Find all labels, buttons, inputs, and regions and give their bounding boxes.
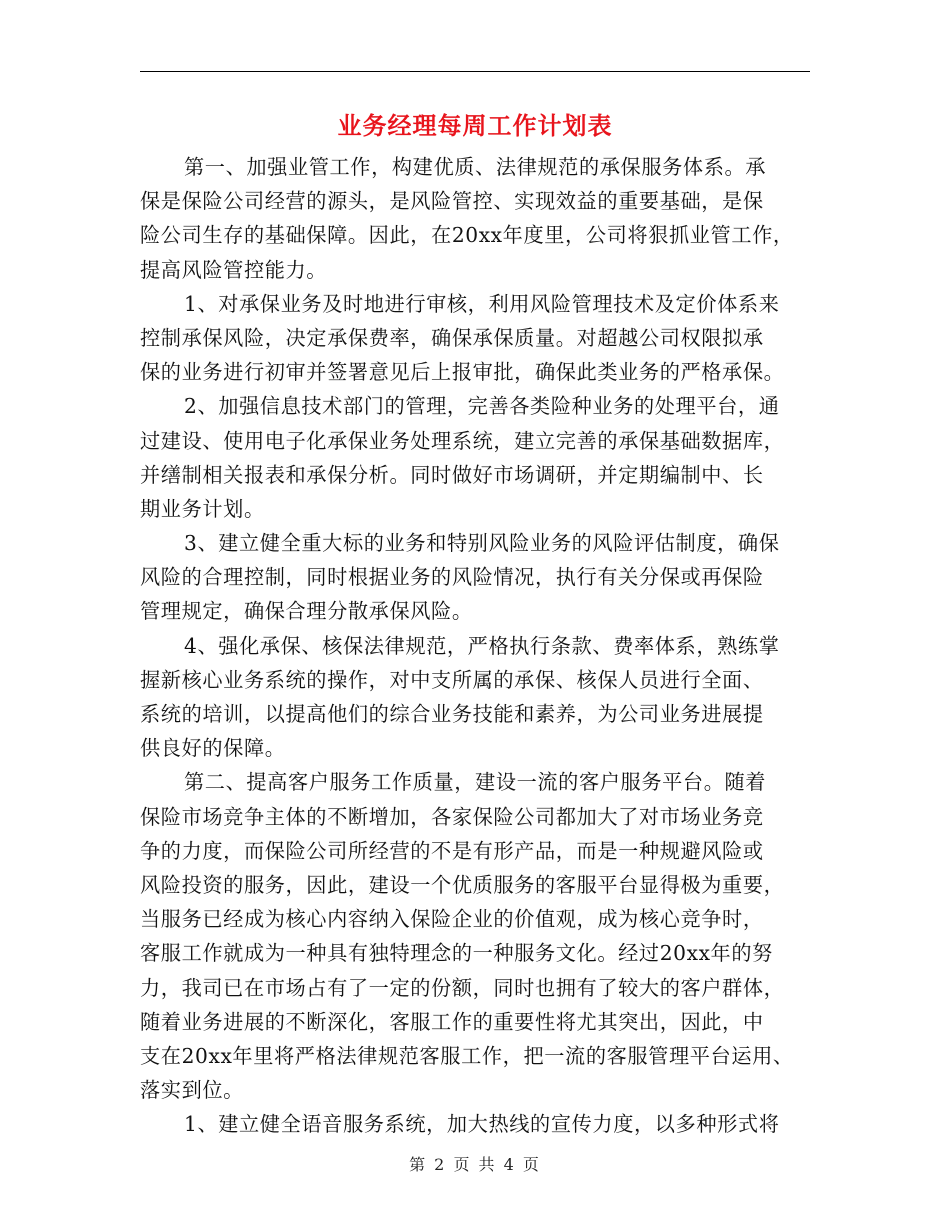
paragraph-line: 保险市场竞争主体的不断增加，各家保险公司都加大了对市场业务竞 <box>140 804 764 829</box>
paragraph-line: 客服工作就成为一种具有独特理念的一种服务文化。经过20xx年的努 <box>140 941 773 966</box>
paragraph-line: 支在20xx年里将严格法律规范客服工作，把一流的客服管理平台运用、 <box>140 1043 794 1068</box>
paragraph-line: 险公司生存的基础保障。因此，在20xx年度里，公司将狠抓业管工作， <box>140 223 794 248</box>
paragraph-line: 4、强化承保、核保法律规范，严格执行条款、费率体系，熟练掌 <box>184 633 780 658</box>
paragraph-line: 第一、加强业管工作，构建优质、法律规范的承保服务体系。承 <box>184 155 767 179</box>
paragraph-line: 保是保险公司经营的源头，是风险管控、实现效益的重要基础，是保 <box>140 189 764 214</box>
paragraph-line: 2、加强信息技术部门的管理，完善各类险种业务的处理平台，通 <box>184 394 780 419</box>
page-number: 第 2 页 共 4 页 <box>409 1155 541 1174</box>
paragraph-line: 握新核心业务系统的操作，对中支所属的承保、核保人员进行全面、 <box>140 667 764 692</box>
header-rule <box>140 71 810 72</box>
document-body <box>140 150 812 1141</box>
document-title: 业务经理每周工作计划表 <box>337 111 613 140</box>
paragraph-line: 第二、提高客户服务工作质量，建设一流的客户服务平台。随着 <box>184 770 767 795</box>
paragraph-line: 过建设、使用电子化承保业务处理系统，建立完善的承保基础数据库， <box>140 428 785 453</box>
paragraph-line: 3、建立健全重大标的业务和特别风险业务的风险评估制度，确保 <box>184 531 780 556</box>
paragraph-line: 当服务已经成为核心内容纳入保险企业的价值观，成为核心竞争时， <box>140 907 764 932</box>
paragraph-line: 系统的培训，以提高他们的综合业务技能和素养，为公司业务进展提 <box>140 702 764 726</box>
paragraph-line: 1、建立健全语音服务系统，加大热线的宣传力度，以多种形式将 <box>184 1112 780 1137</box>
paragraph-line: 并缮制相关报表和承保分析。同时做好市场调研，并定期编制中、长 <box>140 462 764 487</box>
paragraph-line: 风险的合理控制，同时根据业务的风险情况，执行有关分保或再保险 <box>140 565 764 590</box>
paragraph-line: 期业务计划。 <box>140 496 265 521</box>
paragraph-line: 落实到位。 <box>140 1078 244 1103</box>
paragraph-line: 保的业务进行初审并签署意见后上报审批，确保此类业务的严格承保。 <box>140 360 785 385</box>
paragraph-line: 力，我司已在市场占有了一定的份额，同时也拥有了较大的客户群体， <box>140 975 785 1000</box>
paragraph-line: 争的力度，而保险公司所经营的不是有形产品，而是一种规避风险或 <box>140 838 764 863</box>
paragraph-line: 1、对承保业务及时地进行审核，利用风险管理技术及定价体系来 <box>184 291 780 316</box>
paragraph-line: 供良好的保障。 <box>140 736 286 761</box>
paragraph-line: 管理规定，确保合理分散承保风险。 <box>140 599 473 624</box>
paragraph-line: 随着业务进展的不断深化，客服工作的重要性将尤其突出，因此，中 <box>140 1009 764 1034</box>
paragraph-line: 风险投资的服务，因此，建设一个优质服务的客服平台显得极为重要， <box>140 872 785 897</box>
paragraph-line: 提高风险管控能力。 <box>140 257 328 282</box>
paragraph-line: 控制承保风险，决定承保费率，确保承保质量。对超越公司权限拟承 <box>140 325 764 350</box>
